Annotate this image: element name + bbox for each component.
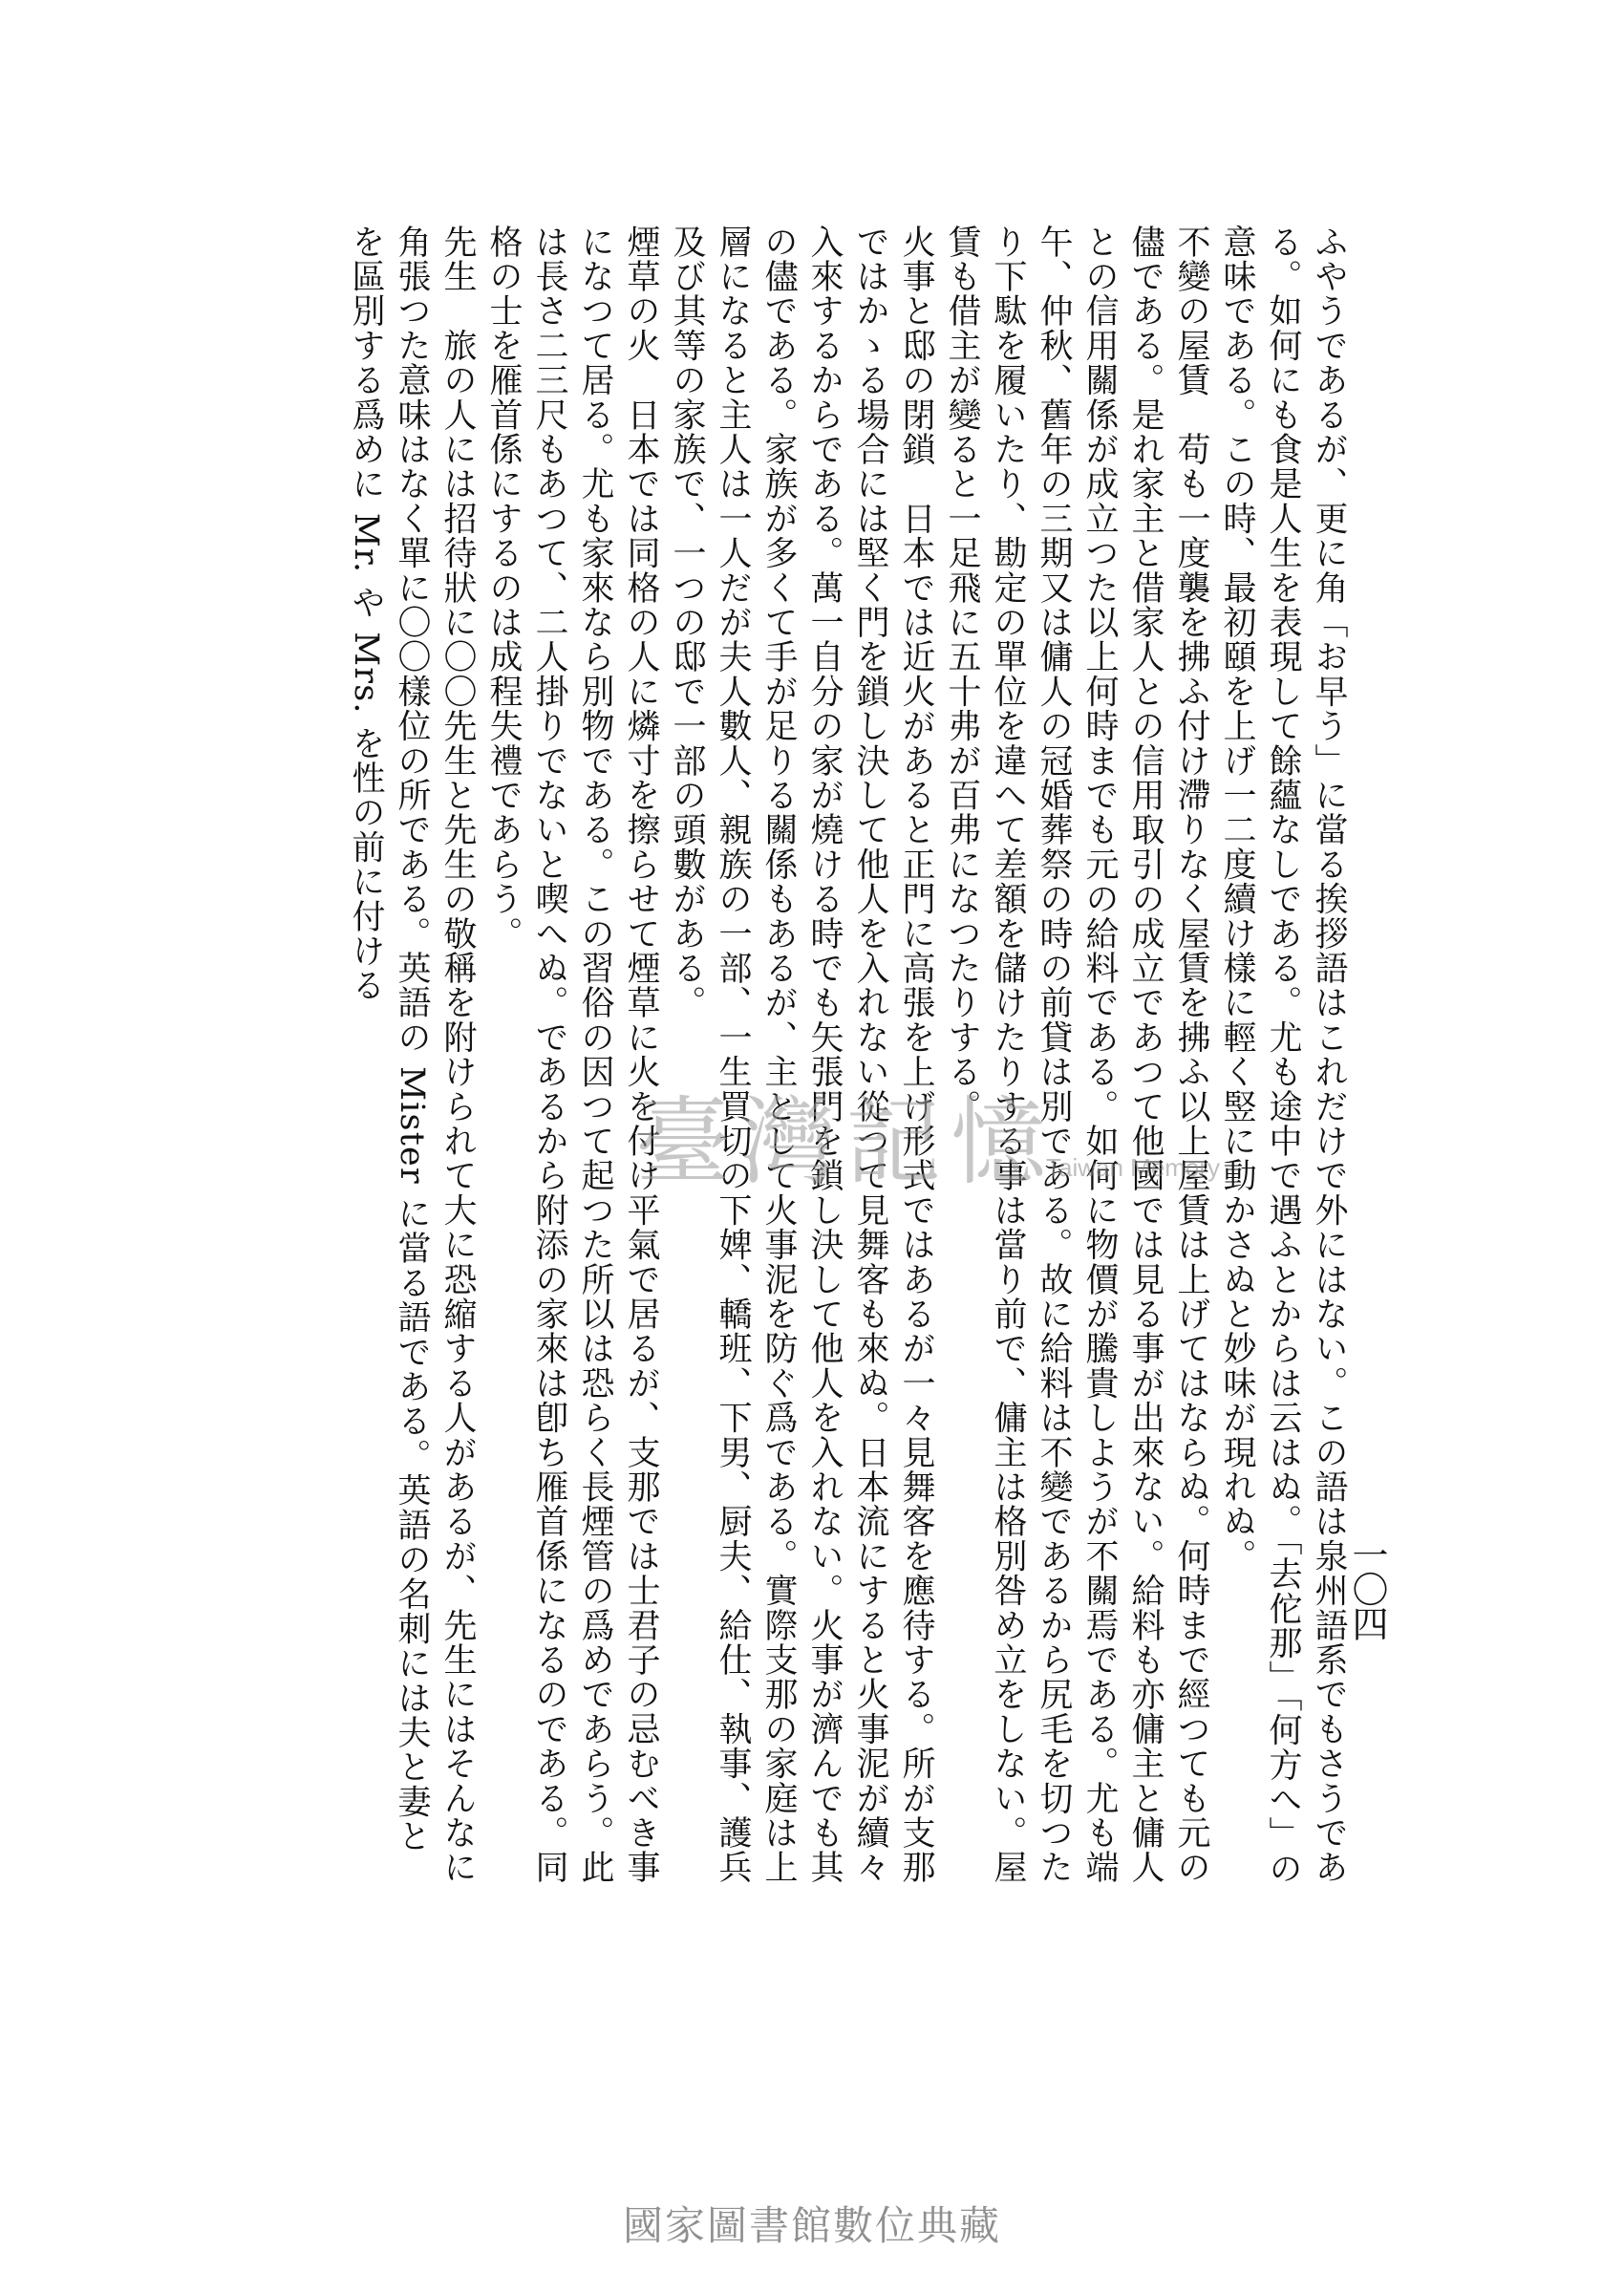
paragraph-unchanging-rent: 不變の屋賃 苟も一度襲を拂ふ付け滯りなく屋賃を拂ふ以上屋賃は上げてはならぬ。何時まで經つても元の儘である。是れ家主と借家人との信用取引の成立であつて他國では見る事が出來ない。給料も亦傭主と傭人との信用關係が成立つた以上何時までも元の給料である。如何に物價が騰貴しようが不關焉である。尤も端午、仲秋、舊年の三期又は傭人の冠婚葬祭の時の前貸は別である。故に給料は不變であるから尻毛を切つたり下駄を履いたり、勘定の單位を違へて差額を儲けたりする事は當り前で、傭主は格別咎め立をしない。屋賃も借主が變ると一足飛に五十弗が百弗になつたりする。 — [943, 225, 1210, 1885]
library-footer: 國家圖書館數位典藏 — [622, 2202, 1001, 2249]
watermark-subtitle: Taiwan Memory — [1046, 1153, 1221, 1182]
watermark-title: 臺灣記憶 — [635, 1086, 1056, 1198]
paragraph-fire-and-closure: 火事と邸の閉鎖 日本では近火があると正門に高張を上げ形式ではあるが一々見舞客を應待する。所が支那ではかゝる場合には堅く門を鎖し決して他人を入れない從つて見舞客も來ぬ。日本流にすると火事泥が續々入來するからである。萬一自分の家が燒ける時でも矢張門を鎖し決して他人を入れない。火事が濟んでも其の儘である。家族が多くて手が足りる關係もあるが、主として火事泥を防ぐ爲である。實際支那の家庭は上層になると主人は一人だが夫人數人、親族の一部、一生買切の下婢、轎班、下男、厨夫、給仕、執事、護兵及び其等の家族で、一つの邸で一部の頭數がある。 — [668, 225, 935, 1885]
paragraph-greeting: ふやうであるが、更に角「お早う」に當る挨拶語はこれだけで外にはない。この語は泉州語系でもさうである。如何にも食是人生を表現して餘蘊なしである。尤も途中で遇ふとからは云はぬ。「去佗那」「何方へ」の意味である。この時、最初頤を上げ一二度續け樣に輕く竪に動かさぬと妙味が現れぬ。 — [1218, 225, 1348, 1886]
paragraph-sensei: 先生 旅の人には招待狀に〇〇先生と先生の敬稱を附けられて大に恐縮する人があるが、先生にはそんなに角張つた意味はなく單に〇〇樣位の所である。英語の Mister に當る語である。英語の名刺には夫と妻とを區別する爲めに Mr. や Mrs. を性の前に付ける — [347, 225, 477, 1885]
paragraph-tobacco-light: 煙草の火 日本では同格の人に燐寸を擦らせて煙草に火を付け平氣で居るが、支那では士君子の忌むべき事になつて居る。尤も家來なら別物である。この習俗の因つて起つた所以は恐らく長煙管の爲めであらう。此は長さ二三尺もあつて、二人掛りでないと喫へぬ。であるから附添の家來は卽ち雁首係になるのである。同格の士を雁首係にするのは成程失禮であらう。 — [484, 225, 660, 1885]
page-number: 一〇四 — [1346, 1536, 1388, 1639]
body-text — [210, 225, 1352, 1887]
